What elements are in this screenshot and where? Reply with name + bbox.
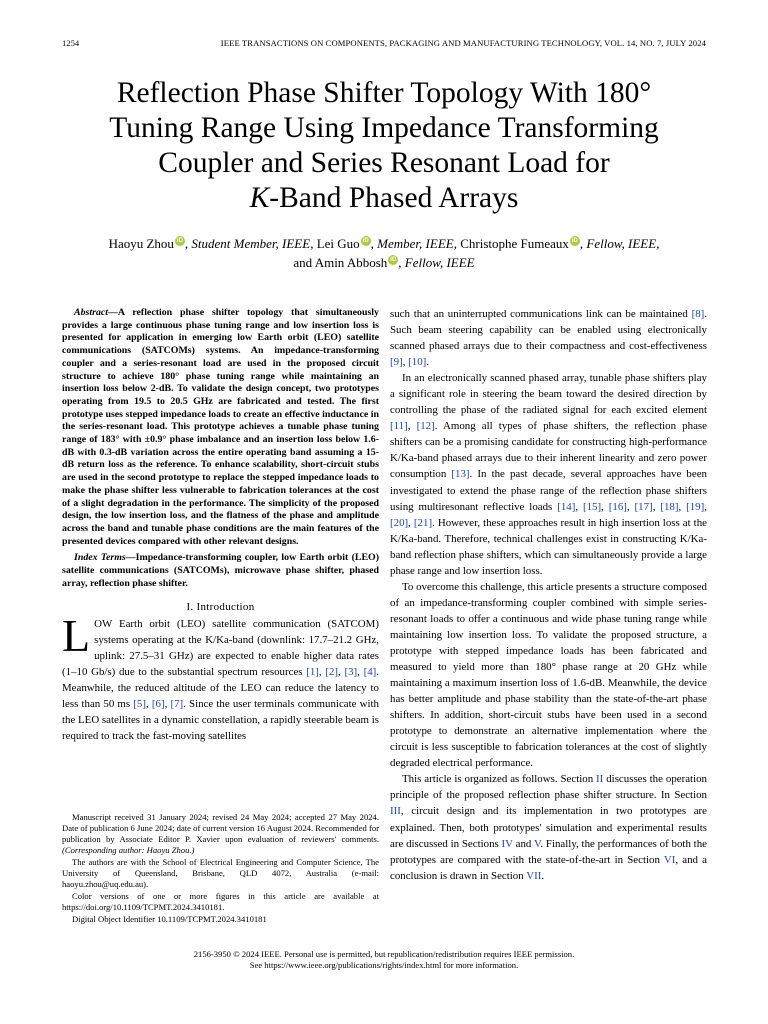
citation-link[interactable]: [12] [416, 420, 435, 433]
index-terms-text: Impedance-transforming coupler, low Earth orbit (LEO) satellite communications (SATCOMs), microwave phase shifter, phased array, reflection phase shifter. [62, 552, 380, 589]
author-line-2: and Amin Abbosh iD , Fellow, IEEE [293, 255, 475, 270]
citation-link[interactable]: [6] [151, 698, 165, 711]
citation-link[interactable]: [7] [170, 698, 184, 711]
abstract [62, 307, 379, 548]
section-heading: I. Introduction [186, 601, 255, 614]
title-line-4-rest: -Band Phased Arrays [269, 182, 519, 214]
index-terms [62, 552, 379, 590]
citation-link[interactable]: [15] [582, 500, 602, 513]
body-paragraph: such that an uninterrupted communications link can be maintained [8]. Such beam steering capability can be enabled using electronically scanned phased arrays due to their compactness and cost-effectiveness [9], [10]. [390, 308, 707, 369]
body-paragraph: To overcome this challenge, this article presents a structure composed of an impedance-transforming coupler combined with simple series-resonant loads to offer a continuous and wide phase tuning range while maintaining low insertion loss. To validate the proposed structure, a prototype with stepped impedance loads has been fabricated and measured to yield more than 180° phase range at 20 GHz while maintaining a maximum insertion loss of 1.6-dB. Meanwhile, the device has better amplitude and phase stability than the state-of-the-art phase shifters. In addition, short-circuit stubs have been used in a second prototype to demonstrate an alternative implementation where the circuit is less susceptible to fabrication tolerances at the cost of slightly degraded electrical performance. [390, 580, 707, 770]
citation-link[interactable]: [21] [413, 516, 433, 529]
title-line-3: Coupler and Series Resonant Load for [158, 147, 610, 179]
body-paragraph: In an electronically scanned phased array, tunable phase shifters play a significant role in steering the beam toward the desired direction by controlling the phase of the radiated signal for each excited element [11], [12]. Among all types of phase shifters, the reflection phase shifters can be a promising candidate for constructing high-performance K/Ka-band phased arrays due to their inherent linearity and zero power consumption [13]. In the past decade, several approaches have been investigated to extend the phase range of the reflection phase shifters using multiresonant reflective loads [14], [15], [16], [17], [18], [19], [20], [21]. However, these approaches result in high insertion loss at the K/Ka-band. Therefore, technical challenges exist in constructing K/Ka-band reflection phase shifters, which can simultaneously provide a large phase range and low insertion loss. [390, 372, 707, 577]
copyright-notice [62, 949, 706, 971]
citation-link[interactable]: [20] [390, 516, 409, 529]
orcid-icon[interactable]: iD [390, 257, 397, 263]
author-line-1: Haoyu Zhou iD , Student Member, IEEE, Lei Guo iD , Member, IEEE, Christophe Fumeaux iD , Fellow, IEEE, [108, 236, 660, 251]
citation-link[interactable]: [19] [686, 500, 705, 513]
section-link[interactable]: III [390, 805, 401, 818]
citation-link[interactable]: [9] [390, 356, 403, 369]
author-role: Student Member, IEEE [191, 236, 311, 251]
citation-link[interactable]: [11] [390, 420, 408, 433]
footnotes [62, 812, 379, 926]
orcid-icon[interactable]: iD [176, 238, 183, 244]
citation-link[interactable]: [16] [608, 500, 627, 513]
author-list [40, 234, 728, 272]
copyright-line-2: See https://www.ieee.org/publications/rights/index.html for more information. [249, 960, 519, 970]
abstract-text: A reflection phase shifter topology that simultaneously provides a large continuous phase tuning range and low insertion loss is presented for application in emerging low Earth orbit (LEO) satellite communications (SATCOMs) systems. An impedance-transforming coupler and a series-resonant load are used in the proposed circuit structure to achieve 180° phase tuning range while maintaining an insertion loss below 2-dB. To validate the design concept, two prototypes operating from 19.5 to 20.5 GHz are fabricated and tested. The first prototype uses stepped impedance loads to create an effective inductance in the series-resonant load. This prototype achieves a tunable phase tuning range of 183° with ±0.9° phase imbalance and an insertion loss below 1.6-dB with 0.3-dB variation across the entire operating band assuming a 15-dB return loss as the reference. To enhance scalability, short-circuit stubs are used in the second prototype to replace the stepped impedance loads to make the phase shifter less vulnerable to fabrication tolerances at the cost of a slight degradation in the performance. The simplicity of the proposed design, the low insertion loss, and the flatness of the phase and amplitude across the band and tunable phase conditions are the main features of the presented devices compared with other relevant designs. [62, 307, 379, 547]
journal-name: IEEE TRANSACTIONS ON COMPONENTS, PACKAGING AND MANUFACTURING TECHNOLOGY, VOL. 14, NO. 7, JULY 2024 [220, 38, 706, 48]
page-number: 1254 [62, 38, 80, 48]
body-paragraph: This article is organized as follows. Section II discusses the operation principle of the proposed reflection phase shifter structure. In Section III, circuit design and its implementation in two prototypes are explained. Then, both prototypes' simulation and experimental results are discussed in Sections IV and V. Finally, the performances of both the prototypes are compared with the state-of-the-art in Section VI, and a conclusion is drawn in Section VII. [390, 773, 707, 882]
section-link[interactable]: V [533, 837, 541, 850]
citation-link[interactable]: [10] [408, 356, 427, 369]
author-name: Christophe Fumeaux [460, 236, 569, 251]
section-link[interactable]: II [596, 773, 604, 786]
author-role: Member, IEEE [377, 236, 454, 251]
author-name: and Amin Abbosh [293, 255, 388, 270]
section-link[interactable]: IV [501, 837, 513, 850]
citation-link[interactable]: [2] [325, 666, 339, 679]
title-k-italic: K [249, 182, 270, 214]
citation-link[interactable]: [4] [363, 666, 377, 679]
title-line-1: Reflection Phase Shifter Topology With 180° [116, 77, 652, 109]
citation-link[interactable]: [1] [306, 666, 319, 679]
footnote-color: Color versions of one or more figures in this article are available at https://doi.org/10.1109/TCPMT.2024.3410181. [62, 891, 379, 912]
citation-link[interactable]: [3] [344, 666, 358, 679]
right-column [390, 306, 707, 884]
citation-link[interactable]: [13] [451, 468, 470, 481]
left-column [62, 307, 379, 744]
title-line-2: Tuning Range Using Impedance Transforming [109, 112, 659, 144]
author-role: Fellow, IEEE [586, 236, 657, 251]
index-terms-label: Index Terms— [74, 552, 136, 564]
section-link[interactable]: VI [663, 853, 676, 866]
citation-link[interactable]: [14] [557, 500, 576, 513]
section-link[interactable]: VII [526, 869, 542, 882]
drop-cap: L [62, 610, 91, 662]
copyright-line-1: 2156-3950 © 2024 IEEE. Personal use is permitted, but republication/redistribution requires IEEE permission. [193, 949, 575, 959]
footnote-manuscript: Manuscript received 31 January 2024; revised 24 May 2024; accepted 27 May 2024. Date of publication 6 June 2024; date of current version 16 August 2024. Recommended for publication by Associate Editor P. Xavier upon evaluation of reviewers' comments. (Corresponding author: Haoyu Zhou.) [62, 812, 379, 855]
citation-link[interactable]: [18] [660, 500, 679, 513]
abstract-label: Abstract— [74, 307, 118, 318]
author-name: Haoyu Zhou [108, 236, 174, 251]
footnote-affiliation: The authors are with the School of Electrical Engineering and Computer Science, The University of Queensland, Brisbane, QLD 4072, Australia (e-mail: haoyu.zhou@uq.edu.au). [62, 857, 379, 889]
orcid-icon[interactable]: iD [362, 238, 369, 244]
title-line-4 [40, 181, 728, 216]
footnote-doi: Digital Object Identifier 10.1109/TCPMT.2024.3410181 [72, 914, 267, 924]
orcid-icon[interactable]: iD [571, 238, 578, 244]
citation-link[interactable]: [8] [691, 308, 705, 320]
citation-link[interactable]: [17] [634, 500, 653, 513]
intro-paragraph: LOW Earth orbit (LEO) satellite communication (SATCOM) systems operating at the K/Ka-band (downlink: 17.7–21.2 GHz, uplink: 27.5–31 GHz) are expected to enable higher data rates (1–10 Gb/s) due to the substantial spectrum resources [1], [2], [3], [4]. Meanwhile, the reduced altitude of the LEO can reduce the latency to less than 50 ms [5], [6], [7]. Since the user terminals communicate with the LEO satellites in a dynamic constellation, a rapidly steerable beam is required to track the fast-moving satellites [62, 610, 380, 743]
author-name: Lei Guo [316, 236, 360, 251]
citation-link[interactable]: [5] [133, 698, 146, 711]
paper-title [40, 76, 728, 216]
author-role: Fellow, IEEE [404, 255, 475, 270]
